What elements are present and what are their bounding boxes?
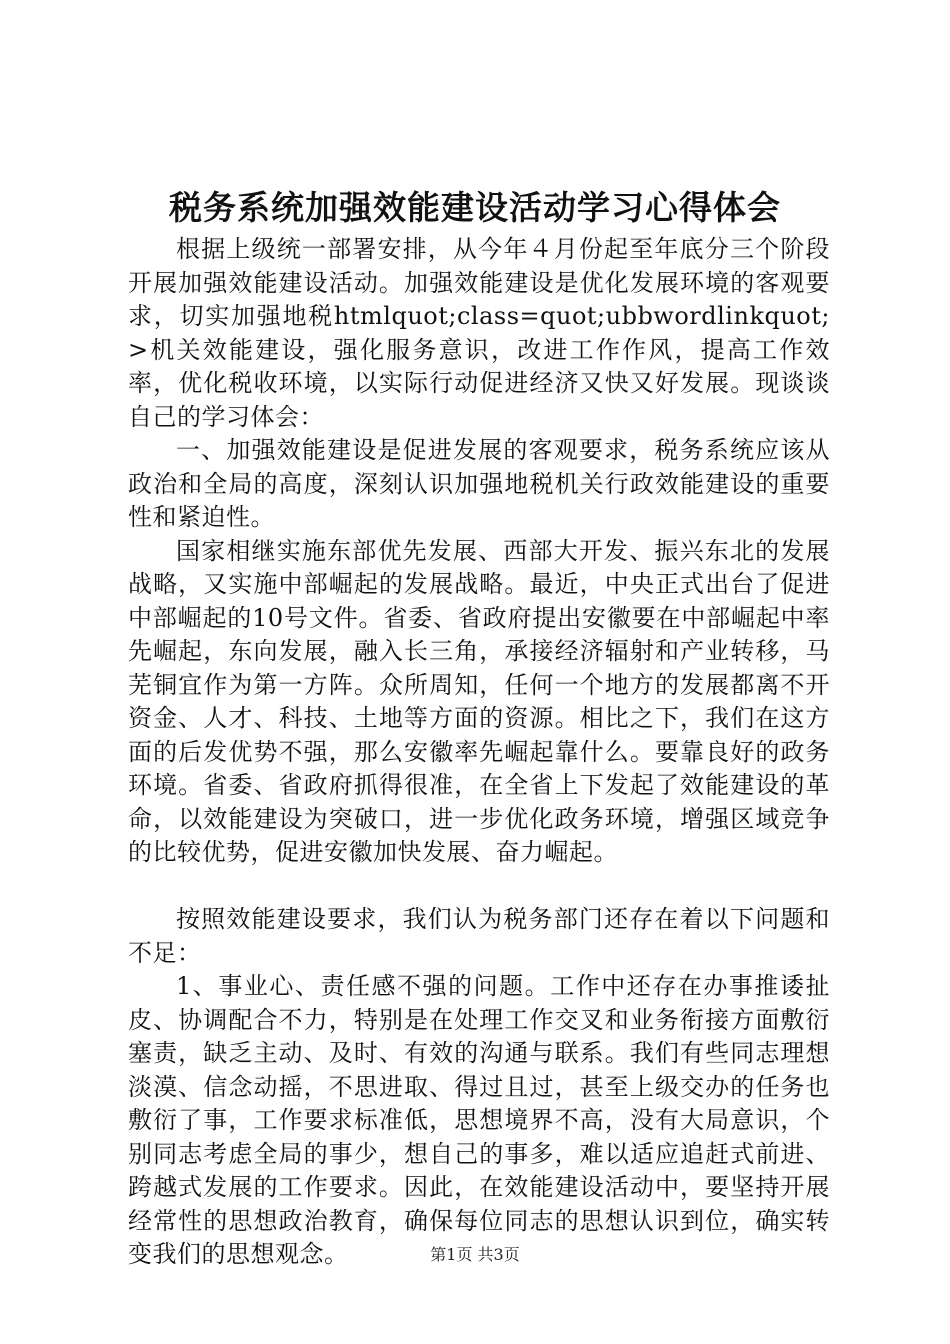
page-number: 第1页 共3页 [430,1245,520,1264]
paragraph-spacer [128,870,830,904]
paragraph-intro: 根据上级统一部署安排，从今年４月份起至年底分三个阶段开展加强效能建设活动。加强效能建设是优化发展环境的客观要求，切实加强地税htmlquot;class=quot;ubbwordlinkquot;>机关效能建设，强化服务意识，改进工作作风，提高工作效率，优化税收环境，以实际行动促进经济又快又好发展。现谈谈自己的学习体会： [128,235,830,431]
paragraph-problem-one: 1、事业心、责任感不强的问题。工作中还存在办事推诿扯皮、协调配合不力，特别是在处理工作交叉和业务衔接方面敷衍塞责，缺乏主动、及时、有效的沟通与联系。我们有些同志理想淡漠、信念动摇，不思进取、得过且过，甚至上级交办的任务也敷衍了事，工作要求标准低，思想境界不高，没有大局意识，个别同志考虑全局的事少，想自己的事多，难以适应追赶式前进、跨越式发展的工作要求。因此，在效能建设活动中，要坚持开展经常性的思想政治教育，确保每位同志的思想认识到位，确实转变我们的思想观念。 [128,972,830,1268]
paragraph-problems-intro: 按照效能建设要求，我们认为税务部门还存在着以下问题和不足： [128,905,830,967]
document-body [128,233,830,1272]
paragraph-section-one: 一、加强效能建设是促进发展的客观要求，税务系统应该从政治和全局的高度，深刻认识加强地税机关行政效能建设的重要性和紧迫性。 [128,436,830,531]
paragraph-background: 国家相继实施东部优先发展、西部大开发、振兴东北的发展战略，又实施中部崛起的发展战略。最近，中央正式出台了促进中部崛起的10号文件。省委、省政府提出安徽要在中部崛起中率先崛起，东向发展，融入长三角，承接经济辐射和产业转移，马芜铜宜作为第一方阵。众所周知，任何一个地方的发展都离不开资金、人才、科技、土地等方面的资源。相比之下，我们在这方面的后发优势不强，那么安徽率先崛起靠什么。要靠良好的政务环境。省委、省政府抓得很准，在全省上下发起了效能建设的革命，以效能建设为突破口，进一步优化政务环境，增强区域竞争的比较优势，促进安徽加快发展、奋力崛起。 [128,536,830,866]
document-title: 税务系统加强效能建设活动学习心得体会 [169,188,781,227]
